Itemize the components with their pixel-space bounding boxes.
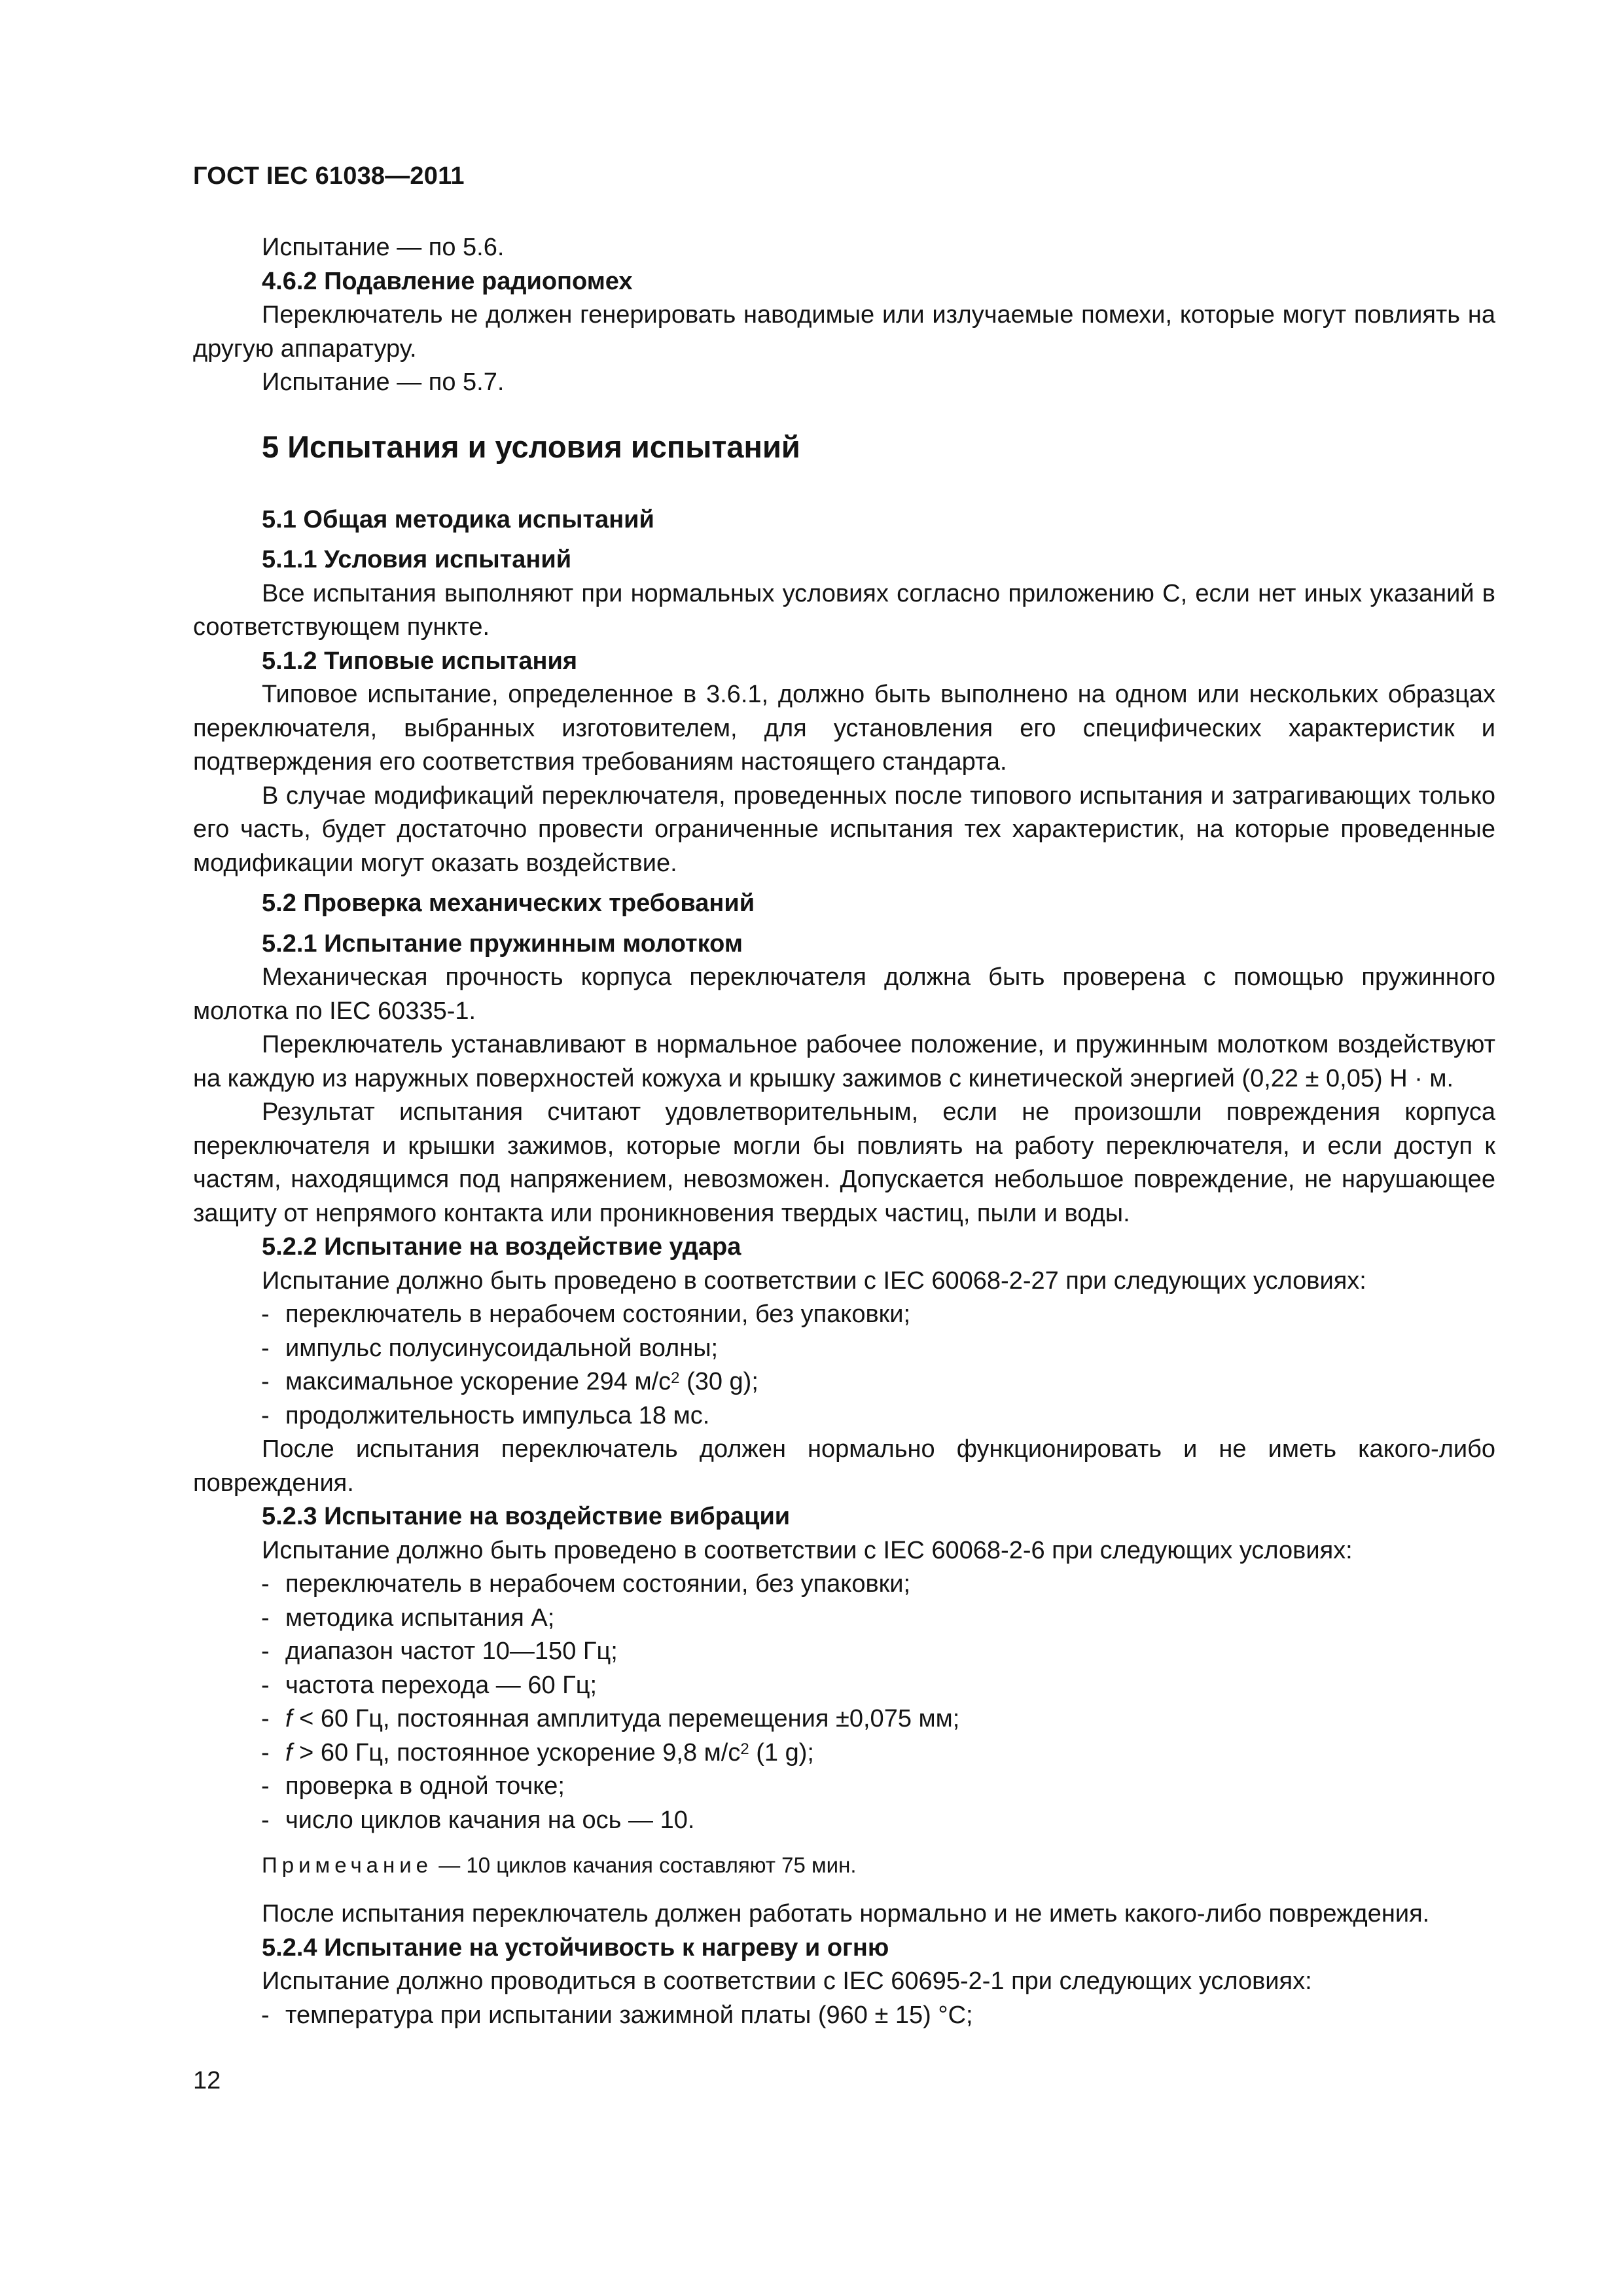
list-item: - импульс полусинусоидальной волны; bbox=[193, 1332, 1495, 1366]
section-heading: 5 Испытания и условия испытаний bbox=[262, 429, 800, 464]
list-item: - число циклов качания на ось — 10. bbox=[193, 1804, 1495, 1838]
paragraph: Испытание должно быть проведено в соответствии с IEC 60068-2-27 при следующих условиях: bbox=[262, 1266, 1366, 1295]
list-item: - переключатель в нерабочем состоянии, без упаковки; bbox=[193, 1568, 1495, 1602]
note-label: Примечание bbox=[262, 1853, 433, 1877]
list-item bbox=[193, 1702, 1495, 1736]
subsection-heading: 5.1 Общая методика испытаний bbox=[262, 505, 654, 533]
note-text: — 10 циклов качания составляют 75 мин. bbox=[438, 1853, 857, 1877]
note bbox=[193, 1850, 1495, 1880]
subsection-heading: 5.2.4 Испытание на устойчивость к нагреву и огню bbox=[262, 1933, 889, 1962]
paragraph: Переключатель устанавливают в нормальное рабочее положение, и пружинным молотком воздействуют на каждую из наружных поверхностей кожуха и крышку зажимов с кинетической энергией (0,22 ± 0,05) Н · м. bbox=[193, 1031, 1495, 1092]
paragraph: После испытания переключатель должен работать нормально и не иметь какого-либо повреждения. bbox=[262, 1900, 1430, 1928]
subsection-heading: 5.2.2 Испытание на воздействие удара bbox=[262, 1233, 741, 1261]
paragraph: После испытания переключатель должен нормально функционировать и не иметь какого-либо повреждения. bbox=[193, 1435, 1495, 1497]
list-item bbox=[193, 1736, 1495, 1770]
list-item: - диапазон частот 10—150 Гц; bbox=[193, 1635, 1495, 1669]
paragraph: Испытание должно проводиться в соответствии с IEC 60695-2-1 при следующих условиях: bbox=[262, 1967, 1312, 1995]
list-item: - проверка в одной точке; bbox=[193, 1770, 1495, 1804]
paragraph: Все испытания выполняют при нормальных условиях согласно приложению С, если нет иных указаний в соответствующем пункте. bbox=[193, 579, 1495, 641]
list-item: - температура при испытании зажимной платы (960 ± 15) °С; bbox=[193, 1999, 1495, 2033]
subsection-heading: 5.1.1 Условия испытаний bbox=[262, 546, 572, 573]
subsection-heading: 5.1.2 Типовые испытания bbox=[262, 647, 577, 675]
list-item-frequency-high: f > 60 Гц, постоянное ускорение 9,8 $м/с^2$ (1 g); bbox=[285, 1738, 814, 1767]
paragraph: В случае модификаций переключателя, проведенных после типового испытания и затрагивающих только его часть, будет достаточно провести ограниченные испытания тех характеристик, на которые проведенные модификации могут оказать воздействие. bbox=[193, 781, 1495, 877]
page-number: 12 bbox=[193, 2067, 221, 2094]
paragraph: Механическая прочность корпуса переключателя должна быть проверена с помощью пружинного молотка по IEC 60335-1. bbox=[193, 963, 1495, 1025]
list-item bbox=[193, 1365, 1495, 1399]
subsection-heading: 5.2 Проверка механических требований bbox=[262, 889, 755, 917]
subsection-heading: 5.2.3 Испытание на воздействие вибрации bbox=[262, 1503, 791, 1530]
paragraph: Переключатель не должен генерировать наводимые или излучаемые помехи, которые могут повлиять на другую аппаратуру. bbox=[193, 301, 1495, 363]
subsection-heading: 5.2.1 Испытание пружинным молотком bbox=[262, 929, 743, 958]
paragraph: Результат испытания считают удовлетворительным, если не произошли повреждения корпуса переключателя и крышки зажимов, которые могли бы повлиять на работу переключателя, и если доступ к частям, находящимся под напряжением, невозможен. Допускается небольшое повреждение, не нарушающее защиту от непрямого контакта или проникновения твердых частиц, пыли и воды. bbox=[193, 1098, 1495, 1227]
paragraph: Испытание — по 5.6. bbox=[262, 234, 505, 261]
document-header: ГОСТ IEC 61038—2011 bbox=[193, 162, 465, 190]
list-item: - продолжительность импульса 18 мс. bbox=[193, 1399, 1495, 1433]
paragraph: Типовое испытание, определенное в 3.6.1, должно быть выполнено на одном или нескольких образцах переключателя, выбранных изготовителем, для установления его специфических характеристик и подтверждения его соответствия требованиям настоящего стандарта. bbox=[193, 681, 1495, 776]
paragraph: Испытание — по 5.7. bbox=[262, 368, 505, 396]
paragraph: Испытание должно быть проведено в соответствии с IEC 60068-2-6 при следующих условиях: bbox=[262, 1536, 1353, 1564]
subsection-heading: 4.6.2 Подавление радиопомех bbox=[262, 267, 633, 295]
list-item: - частота перехода — 60 Гц; bbox=[193, 1669, 1495, 1703]
document-body bbox=[193, 231, 1495, 2032]
list-item: - методика испытания А; bbox=[193, 1602, 1495, 1636]
list-item-acceleration: максимальное ускорение 294 $м/с^2$ (30 g); bbox=[285, 1368, 758, 1395]
list-item: - переключатель в нерабочем состоянии, без упаковки; bbox=[193, 1298, 1495, 1332]
list-item-frequency-low: f < 60 Гц, постоянная амплитуда перемещения ±0,075 мм; bbox=[285, 1705, 960, 1732]
